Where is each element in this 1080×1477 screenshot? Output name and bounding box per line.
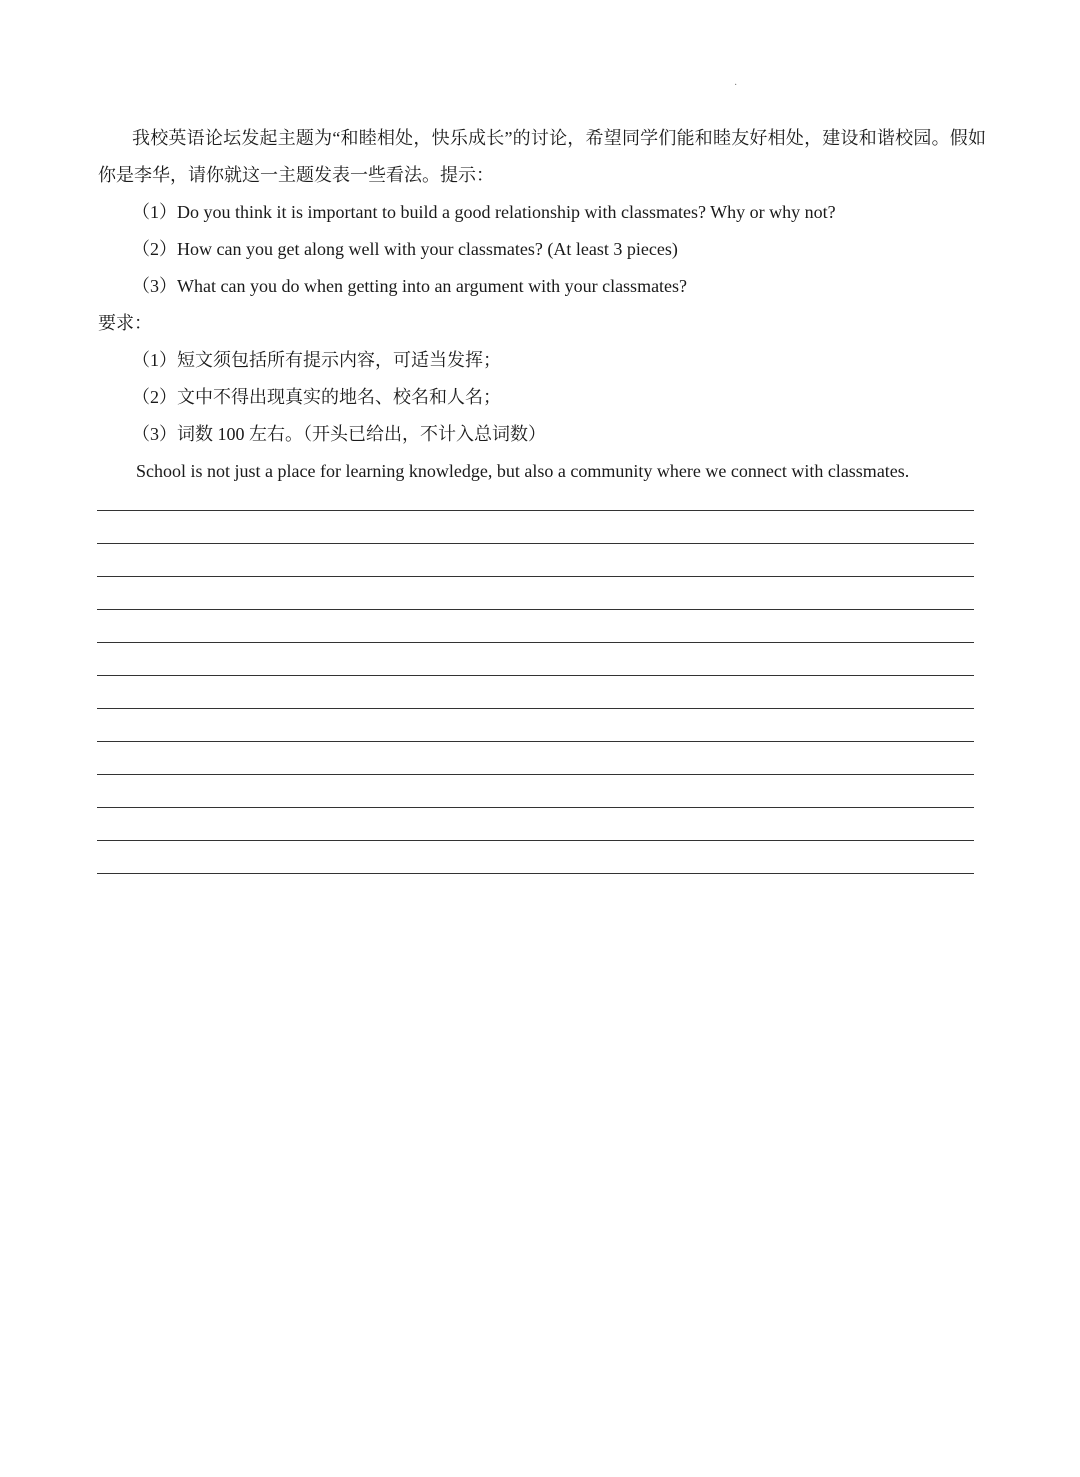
prompt-3: （3）What can you do when getting into an argument with your classmates? bbox=[132, 276, 688, 296]
answer-line bbox=[97, 774, 974, 775]
answer-line bbox=[97, 741, 974, 742]
answer-line bbox=[97, 873, 974, 874]
answer-writing-area[interactable] bbox=[97, 510, 974, 906]
requirement-3: （3）词数 100 左右。（开头已给出，不计入总词数） bbox=[132, 424, 546, 444]
requirement-1: （1）短文须包括所有提示内容，可适当发挥； bbox=[132, 350, 501, 370]
answer-line bbox=[97, 708, 974, 709]
answer-line bbox=[97, 543, 974, 544]
answer-line bbox=[97, 642, 974, 643]
prompt-1: （1）Do you think it is important to build a good relationship with classmates? Why or why not? bbox=[132, 202, 836, 222]
requirement-2: （2）文中不得出现真实的地名、校名和人名； bbox=[132, 387, 501, 407]
answer-line bbox=[97, 807, 974, 808]
requirements-heading: 要求： bbox=[98, 313, 152, 333]
opening-sentence: School is not just a place for learning knowledge, but also a community where we connect with classmates. bbox=[136, 461, 910, 481]
answer-line bbox=[97, 609, 974, 610]
task-intro: 我校英语论坛发起主题为“和睦相处，快乐成长”的讨论，希望同学们能和睦友好相处，建设和谐校园。假如你是李华，请你就这一主题发表一些看法。提示： bbox=[98, 128, 986, 185]
answer-line bbox=[97, 576, 974, 577]
prompt-2: （2）How can you get along well with your classmates? (At least 3 pieces) bbox=[132, 239, 678, 259]
answer-line bbox=[97, 840, 974, 841]
stray-mark: · bbox=[734, 80, 738, 91]
answer-line bbox=[97, 510, 974, 511]
answer-line bbox=[97, 675, 974, 676]
task-content bbox=[98, 120, 986, 490]
